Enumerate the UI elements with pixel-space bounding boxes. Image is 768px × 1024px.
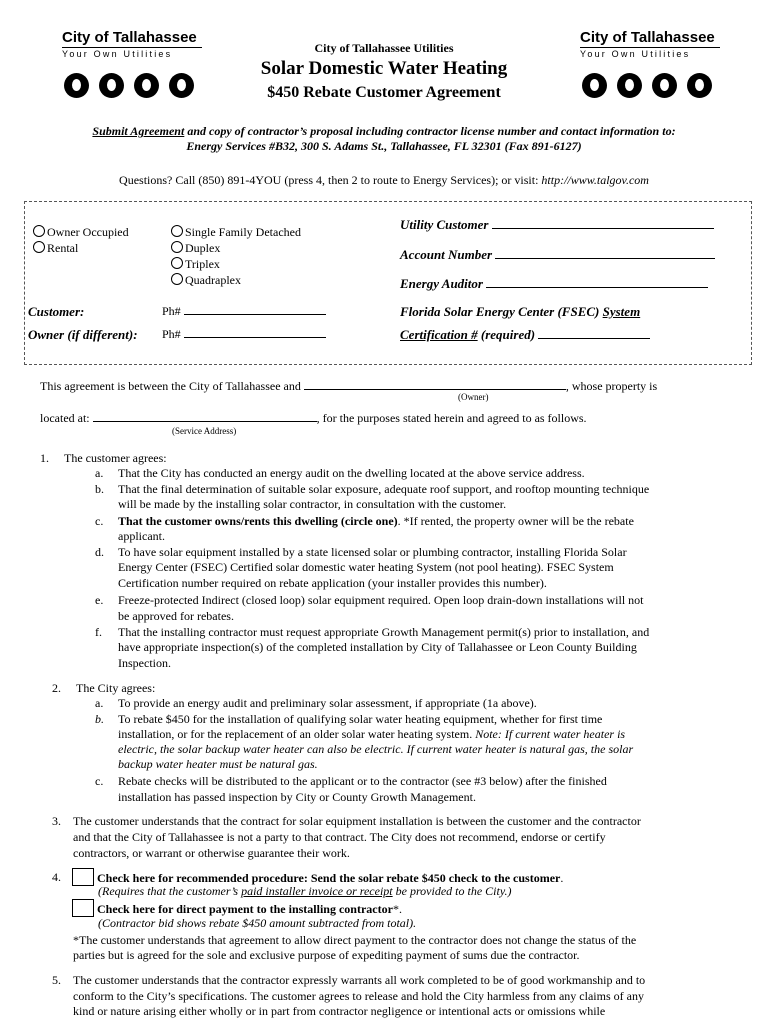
- option-label: Owner Occupied: [47, 225, 129, 239]
- note-text: (Requires that the customer’s: [98, 884, 242, 898]
- paragraph-line: The customer understands that the contract for solar equipment installation is between the customer and the contractor: [73, 814, 641, 828]
- agreement-intro-line1: [40, 379, 657, 394]
- italic-note: backup water heater must be natural gas.: [118, 757, 318, 771]
- fsec-required: (required): [477, 327, 536, 342]
- website-link[interactable]: http://www.talgov.com: [541, 173, 649, 187]
- option-triplex[interactable]: [171, 256, 301, 272]
- option-label: Duplex: [185, 241, 221, 255]
- note-underlined: paid installer invoice or receipt: [241, 884, 393, 898]
- radio-icon[interactable]: [171, 273, 183, 285]
- submit-instructions: [0, 124, 768, 154]
- account-number-field[interactable]: [495, 258, 715, 259]
- list-item: have appropriate inspection(s) of the completed installation by City of Tallahassee or Leon County Building: [118, 640, 637, 654]
- paragraph-line: kind or nature arising either wholly or in part from contractor negligence or intentional acts or omissions while: [73, 1004, 606, 1018]
- paragraph-line: parties but is agreed for the sole and exclusive purpose of expediting payment of sums due the contractor.: [73, 948, 580, 962]
- located-label: located at:: [40, 411, 90, 425]
- occupancy-options: [33, 224, 129, 256]
- section-heading: The City agrees:: [76, 681, 156, 695]
- list-item: That the City has conducted an energy audit on the dwelling located at the above service address.: [118, 466, 585, 480]
- paragraph-line: conform to the City’s specifications. The customer agrees to release and hold the City harmless from any claims of any: [73, 989, 644, 1003]
- org-name: City of Tallahassee Utilities: [314, 41, 454, 55]
- list-item: That the final determination of suitable solar exposure, adequate roof support, and rooftop mounting technique: [118, 482, 650, 496]
- utility-customer-row: [400, 217, 714, 233]
- option-duplex[interactable]: [171, 240, 301, 256]
- option-rental[interactable]: [33, 240, 129, 256]
- fsec-cert-row: [400, 327, 650, 343]
- bold-text: That the customer owns/rents this dwelling (circle one): [118, 514, 398, 528]
- list-marker: a.: [95, 466, 104, 480]
- option-quadraplex[interactable]: [171, 272, 301, 288]
- option-label: Single Family Detached: [185, 225, 301, 239]
- paragraph-line: contractors, or warrant or otherwise guarantee their work.: [73, 846, 350, 860]
- list-marker: c.: [95, 514, 104, 528]
- list-item: To rebate $450 for the installation of qualifying solar water heating equipment, whether for first time: [118, 712, 603, 726]
- owner-phone-field[interactable]: [184, 337, 326, 338]
- option-direct-to-contractor: Check here for direct payment to the installing contractor*.: [72, 899, 402, 918]
- fsec-cert-label: Certification #: [400, 327, 478, 342]
- dwelling-options: [171, 224, 301, 288]
- item-text: . *If rented, the property owner will be the rebate: [397, 514, 634, 528]
- section-heading: The customer agrees:: [64, 451, 167, 465]
- instr-part-a: Submit Agreement: [92, 124, 185, 138]
- list-item: Energy Center (FSEC) Certified solar domestic water heating System (not pool heating). FSEC System: [118, 560, 614, 574]
- list-marker: c.: [95, 774, 104, 788]
- instr-part-b: and copy of contractor’s proposal including contractor license number and contact information: [184, 124, 660, 138]
- list-item: applicant.: [118, 529, 165, 543]
- intro-purpose: , for the purposes stated herein and agreed to as follows.: [316, 411, 587, 425]
- radio-icon[interactable]: [171, 225, 183, 237]
- option-label: Check here for recommended procedure: Send the solar rebate $450 check to the customer: [97, 871, 561, 885]
- contractor-checkbox[interactable]: [72, 899, 94, 917]
- address-field-caption: (Service Address): [172, 426, 237, 436]
- list-item: That the installing contractor must request appropriate Growth Management permit(s) prior to installation, and: [118, 625, 650, 639]
- section-number: 5.: [52, 973, 61, 987]
- phone-label: Ph#: [162, 304, 181, 318]
- customer-label: Customer:: [28, 304, 85, 319]
- account-number-label: Account Number: [400, 247, 493, 262]
- note-text: be provided to the City.): [392, 884, 512, 898]
- customer-info-box: [24, 201, 752, 365]
- radio-icon[interactable]: [33, 225, 45, 237]
- option-label: Triplex: [185, 257, 220, 271]
- list-marker: b.: [95, 482, 104, 496]
- list-item: [118, 757, 318, 773]
- logo-name: City of Tallahassee: [580, 29, 715, 46]
- section-number: 1.: [40, 451, 49, 465]
- list-marker: d.: [95, 545, 104, 559]
- instr-address: Energy Services #B32, 300 S. Adams St., Tallahassee, FL 32301 (Fax 891-6127): [186, 139, 582, 153]
- list-marker: b.: [95, 712, 104, 726]
- owner-label: Owner (if different):: [28, 327, 138, 342]
- option-single-family[interactable]: [171, 224, 301, 240]
- service-address-field[interactable]: [93, 421, 317, 422]
- list-marker: a.: [95, 696, 104, 710]
- customer-phone-field[interactable]: [184, 314, 326, 315]
- intro-text: This agreement is between the City of Tallahassee and: [40, 379, 301, 393]
- utility-customer-field[interactable]: [492, 228, 714, 229]
- option-note: [98, 916, 416, 932]
- list-item: Inspection.: [118, 656, 171, 670]
- radio-icon[interactable]: [171, 257, 183, 269]
- instr-part-c: to:: [659, 124, 676, 138]
- list-item: be approved for rebates.: [118, 609, 234, 623]
- list-item: [118, 514, 634, 530]
- energy-auditor-field[interactable]: [486, 287, 708, 288]
- customer-phone: [162, 304, 326, 319]
- energy-auditor-label: Energy Auditor: [400, 276, 483, 291]
- logo-tagline: Your Own Utilities: [62, 47, 202, 59]
- customer-checkbox[interactable]: [72, 868, 94, 886]
- utility-customer-label: Utility Customer: [400, 217, 489, 232]
- item-text: installation, or for the replacement of an older solar water heating system.: [118, 727, 473, 741]
- owner-name-field[interactable]: [304, 389, 566, 390]
- italic-note: electric, the solar backup water heater can also be electric. If current water heater is natural gas, the solar: [118, 742, 634, 756]
- list-item: Freeze-protected Indirect (closed loop) solar equipment required. Open loop drain-down installations will not: [118, 593, 644, 607]
- list-item: Certification number required on rebate application (your installer provides this number).: [118, 576, 547, 590]
- list-item: Rebate checks will be distributed to the applicant or to the contractor (see #3 below) after the finished: [118, 774, 607, 788]
- option-label: Check here for direct payment to the installing contractor: [97, 902, 393, 916]
- intro-text-end: , whose property is: [565, 379, 658, 393]
- fsec-cert-field[interactable]: [538, 338, 650, 339]
- list-item: [118, 727, 625, 743]
- energy-auditor-row: [400, 276, 708, 292]
- paragraph-line: The customer understands that the contractor expressly warrants all work completed to be of good workmanship and to: [73, 973, 646, 987]
- owner-field-caption: (Owner): [458, 392, 489, 402]
- option-label: Rental: [47, 241, 79, 255]
- agreement-intro-line2: [40, 411, 587, 426]
- list-item: installation has passed inspection by City or County Growth Management.: [118, 790, 476, 804]
- list-item: To provide an energy audit and preliminary solar assessment, if appropriate (1a above).: [118, 696, 537, 710]
- note-text: (Contractor bid shows rebate $450 amount subtracted from total).: [98, 916, 417, 930]
- italic-note: Note: If current water heater is: [472, 727, 626, 741]
- option-note: [98, 884, 512, 900]
- section-number: 2.: [52, 681, 61, 695]
- list-marker: f.: [95, 625, 102, 639]
- section-number: 3.: [52, 814, 61, 828]
- list-item: To have solar equipment installed by a state licensed solar or plumbing contractor, installing Florida Solar: [118, 545, 627, 559]
- phone-label: Ph#: [162, 327, 181, 341]
- logo-tagline: Your Own Utilities: [580, 47, 720, 59]
- logo-name: City of Tallahassee: [62, 29, 197, 46]
- owner-phone: [162, 327, 326, 342]
- document-subtitle: $450 Rebate Customer Agreement: [267, 84, 501, 101]
- questions-text: Questions? Call (850) 891-4YOU (press 4, then 2 to route to Energy Services); or visit:: [119, 173, 539, 187]
- fsec-system: System: [602, 304, 641, 319]
- list-marker: e.: [95, 593, 104, 607]
- account-number-row: [400, 247, 715, 263]
- radio-icon[interactable]: [33, 241, 45, 253]
- option-send-to-customer: Check here for recommended procedure: Send the solar rebate $450 check to the customer.: [72, 868, 563, 887]
- option-owner-occupied[interactable]: [33, 224, 129, 240]
- fsec-label: Florida Solar Energy Center (FSEC): [400, 304, 603, 319]
- paragraph-line: *The customer understands that agreement to allow direct payment to the contractor does not change the status of the: [73, 933, 637, 947]
- radio-icon[interactable]: [171, 241, 183, 253]
- questions-line: [0, 173, 768, 188]
- fsec-row: [400, 304, 640, 320]
- section-number: 4.: [52, 870, 61, 884]
- list-item: will be made by the installing solar contractor, in consultation with the customer.: [118, 497, 507, 511]
- document-title: Solar Domestic Water Heating: [260, 58, 508, 79]
- list-item: [118, 742, 633, 758]
- paragraph-line: and that the City of Tallahassee is not a party to that contract. The City does not recommend, endorse or certify: [73, 830, 606, 844]
- option-label: Quadraplex: [185, 273, 241, 287]
